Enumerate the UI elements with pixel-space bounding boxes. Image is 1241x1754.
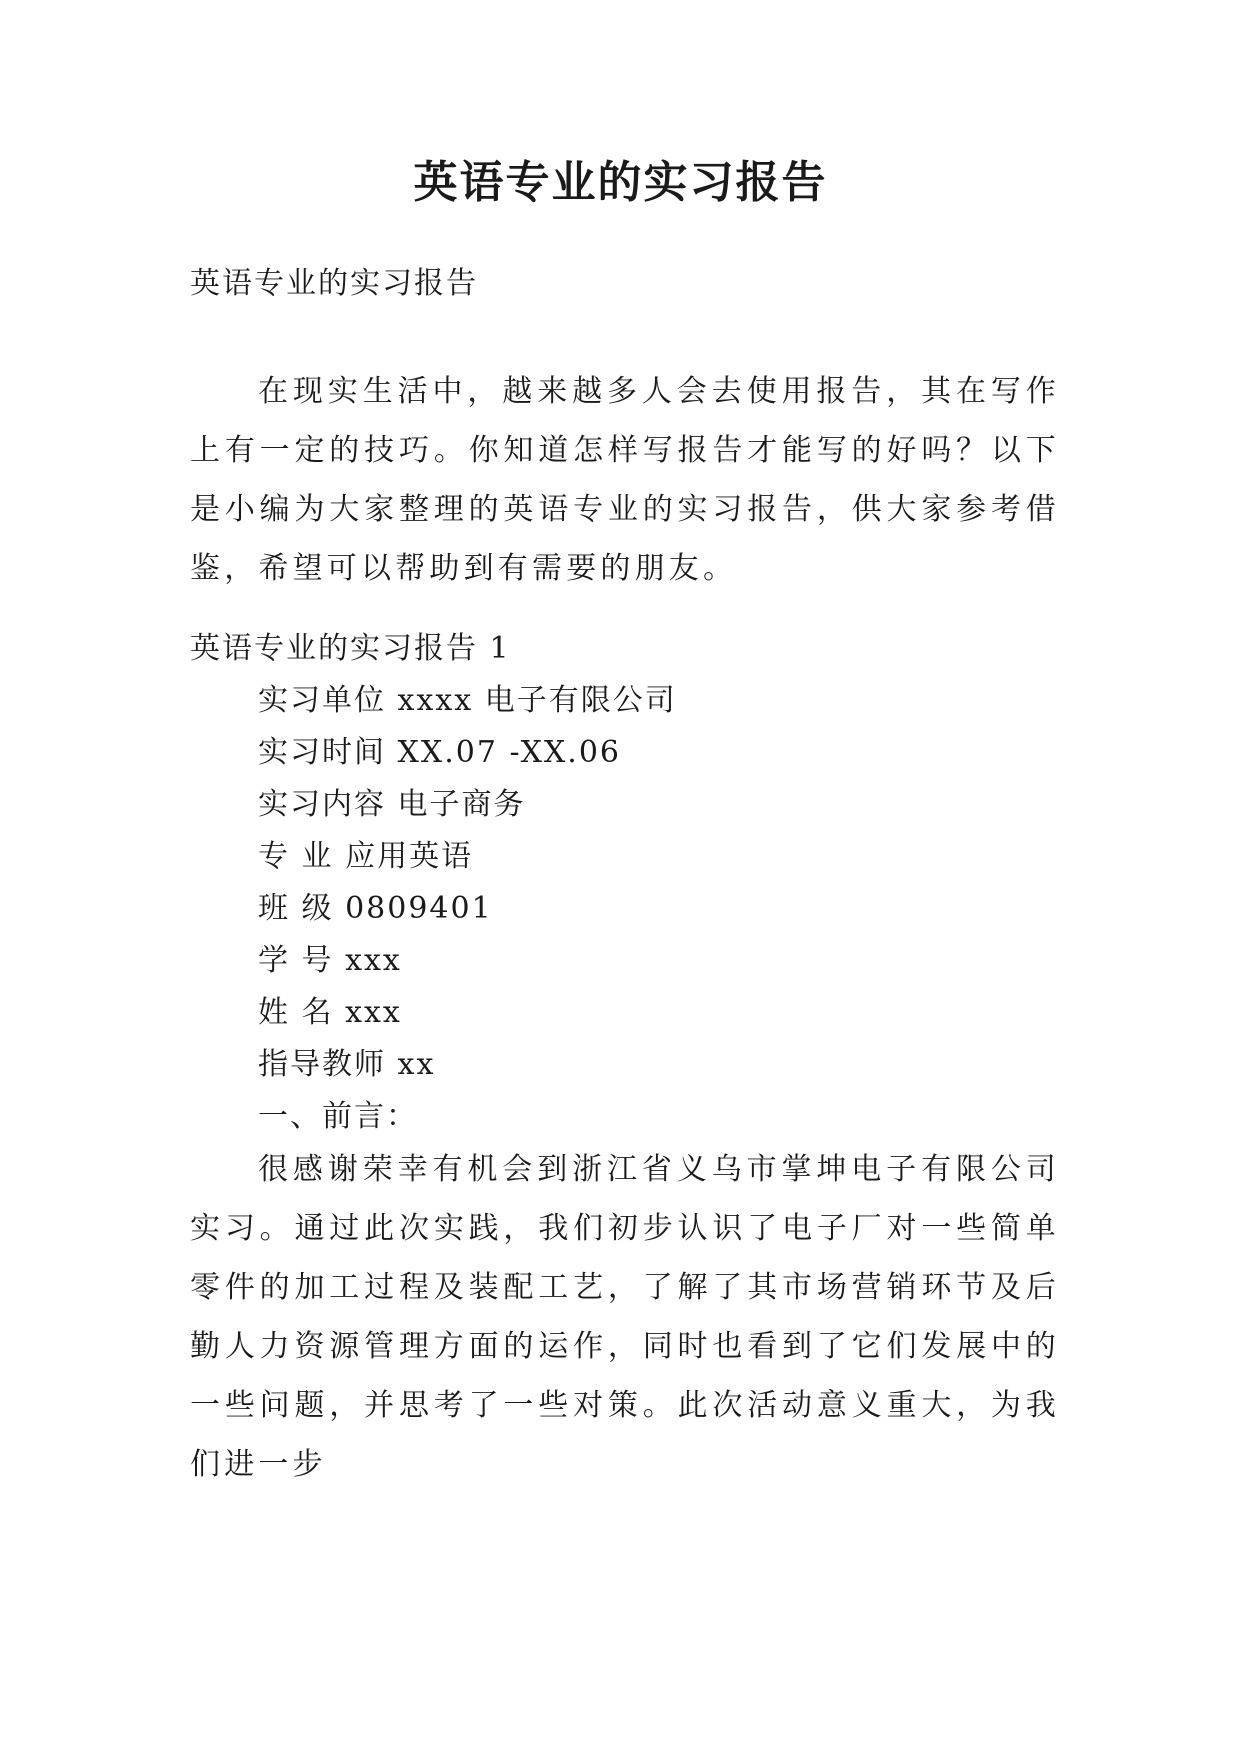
field-name: 姓 名 xxx (258, 995, 402, 1030)
section-title: 英语专业的实习报告 1 (190, 631, 511, 666)
field-internship-time: 实习时间 XX.07 -XX.06 (258, 735, 621, 770)
field-class: 班 级 0809401 (258, 891, 493, 926)
preface-paragraph: 很感谢荣幸有机会到浙江省义乌市掌坤电子有限公司实习。通过此次实践，我们初步认识了电子厂对一些简单零件的加工过程及装配工艺，了解了其市场营销环节及后勤人力资源管理方面的运作，同时也看到了它们发展中的一些问题，并思考了一些对策。此次活动意义重大，为我们进一步 (190, 1152, 1060, 1482)
field-internship-content: 实习内容 电子商务 (258, 787, 526, 822)
field-major: 专 业 应用英语 (258, 839, 474, 874)
document-title: 英语专业的实习报告 (413, 157, 828, 208)
document-subtitle: 英语专业的实习报告 (190, 266, 478, 301)
field-internship-unit: 实习单位 xxxx 电子有限公司 (258, 683, 677, 718)
intro-paragraph: 在现实生活中，越来越多人会去使用报告，其在写作上有一定的技巧。你知道怎样写报告才能写的好吗？以下是小编为大家整理的英语专业的实习报告，供大家参考借鉴，希望可以帮助到有需要的朋友。 (190, 374, 1060, 586)
field-student-id: 学 号 xxx (258, 943, 402, 978)
field-advisor: 指导教师 xx (258, 1047, 436, 1082)
preface-heading: 一、前言： (258, 1099, 418, 1134)
